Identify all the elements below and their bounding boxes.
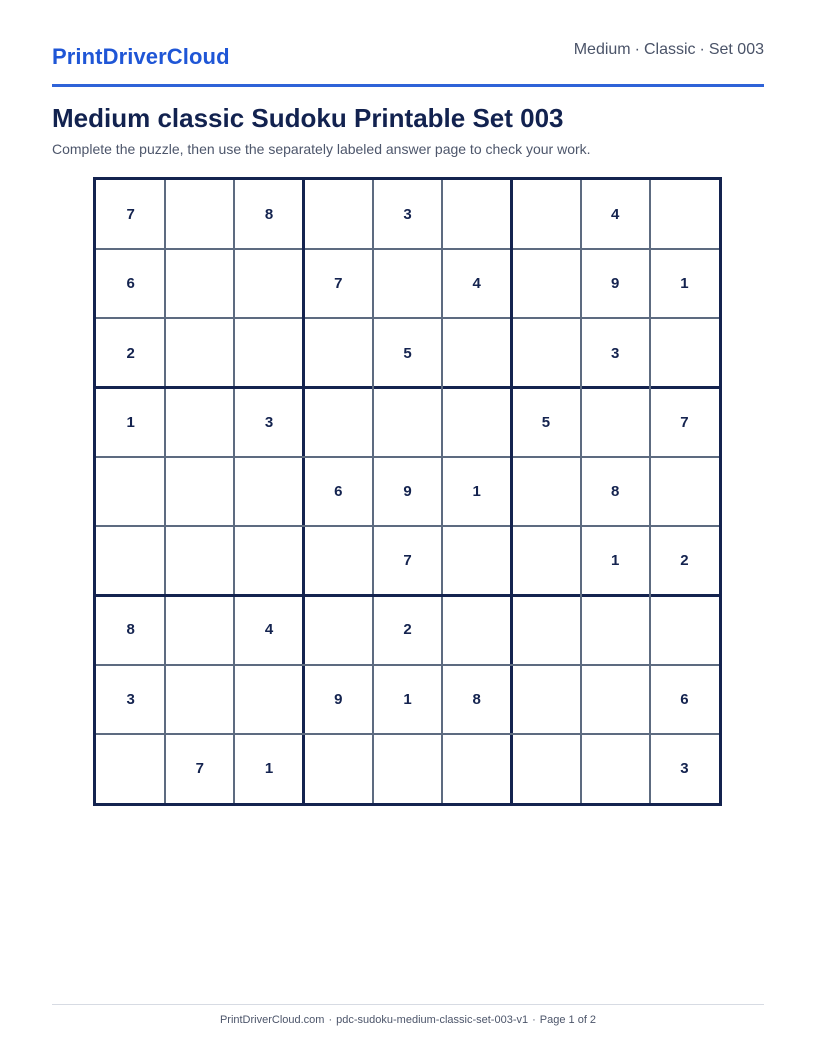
sudoku-cell [442,734,511,803]
sudoku-cell [304,595,373,664]
sudoku-cell [96,734,165,803]
style-label: Classic [643,41,696,58]
sudoku-cell [442,180,511,249]
sudoku-cell [373,734,442,803]
sudoku-cell [581,665,650,734]
sudoku-cell: 4 [264,621,274,639]
sudoku-cell: 8 [126,621,135,639]
brand-logo[interactable]: PrintDriverCloud [52,44,230,69]
sudoku-cell: 6 [680,690,689,708]
sudoku-cell [442,526,511,595]
sudoku-cell [650,180,719,249]
sudoku-cell: 1 [264,759,274,777]
sudoku-cell [511,318,580,387]
sudoku-cell: 6 [334,482,343,500]
sudoku-cell: 4 [472,275,481,293]
sudoku-cell: 1 [472,482,481,500]
sudoku-cell [165,526,234,595]
sudoku-cell: 8 [610,482,620,500]
sudoku-cell [511,595,580,664]
sudoku-cell [511,665,580,734]
sudoku-cell: 7 [126,206,135,224]
sudoku-cell [165,388,234,457]
sudoku-cell [304,734,373,803]
footer-separator: · [328,1014,333,1026]
sudoku-cell: 7 [195,759,204,777]
sudoku-cell: 9 [334,690,343,708]
sudoku-cell [304,526,373,595]
sudoku-cell: 7 [334,275,343,293]
footer-code: pdc-sudoku-medium-classic-set-003-v1 [336,1014,529,1026]
sudoku-cell [304,318,373,387]
sudoku-cell: 3 [403,206,412,224]
sudoku-cell [373,388,442,457]
sudoku-cell: 5 [541,413,551,431]
sudoku-board [93,177,722,806]
sudoku-cell [442,388,511,457]
footer-separator: · [532,1014,536,1026]
sudoku-cell: 1 [610,552,620,570]
sudoku-cell [304,388,373,457]
footer-page-label: Page 1 of 2 [539,1014,597,1026]
sudoku-cell [511,180,580,249]
sudoku-cell [511,457,580,526]
sudoku-cell [165,180,234,249]
sudoku-cell [234,318,303,387]
sudoku-cell: 2 [403,621,412,639]
sudoku-cell [650,595,719,664]
sudoku-cell [165,665,234,734]
sudoku-cell [650,318,719,387]
sudoku-cell [581,595,650,664]
sudoku-cell [165,318,234,387]
sudoku-cell: 3 [264,413,274,431]
sudoku-cell [511,526,580,595]
sudoku-cell: 3 [680,759,689,777]
sudoku-cell: 9 [610,275,620,293]
puzzle-meta [574,41,764,59]
sudoku-cell [650,457,719,526]
sudoku-cell: 5 [403,344,412,362]
sudoku-cell [165,457,234,526]
sudoku-cell: 8 [472,690,481,708]
sudoku-cell [442,595,511,664]
sudoku-cell: 2 [680,552,689,570]
meta-separator: · [634,41,640,58]
sudoku-cell [234,457,303,526]
sudoku-cell: 6 [126,275,135,293]
sudoku-cell: 1 [403,690,412,708]
page-header [52,36,764,87]
sudoku-cell [581,388,650,457]
sudoku-cell: 7 [403,552,412,570]
difficulty-label: Medium [573,41,631,58]
sudoku-cell [165,595,234,664]
set-label: Set 003 [708,41,764,58]
sudoku-cell [511,734,580,803]
sudoku-cell [373,249,442,318]
sudoku-cell: 8 [264,206,274,224]
sudoku-cell [96,457,165,526]
sudoku-cell [234,665,303,734]
sudoku-cell [234,249,303,318]
sudoku-cell: 2 [126,344,135,362]
page-title: Medium classic Sudoku Printable Set 003 [52,103,564,133]
sudoku-cell: 3 [126,690,135,708]
sudoku-cell [304,180,373,249]
sudoku-cell: 3 [610,344,620,362]
sudoku-cell: 7 [680,413,689,431]
sudoku-cell [234,526,303,595]
sudoku-cell [581,734,650,803]
sudoku-cell [511,249,580,318]
sudoku-cell: 1 [126,413,135,431]
page-footer [52,1004,764,1026]
sudoku-cell: 4 [610,206,620,224]
sudoku-cell [165,249,234,318]
sudoku-cell: 9 [403,482,412,500]
meta-separator: · [699,41,705,58]
footer-site[interactable]: PrintDriverCloud.com [219,1014,325,1026]
sudoku-cell: 1 [680,275,689,293]
sudoku-cell [96,526,165,595]
page-subtitle: Complete the puzzle, then use the separately labeled answer page to check your work. [52,141,591,157]
sudoku-cell [442,318,511,387]
